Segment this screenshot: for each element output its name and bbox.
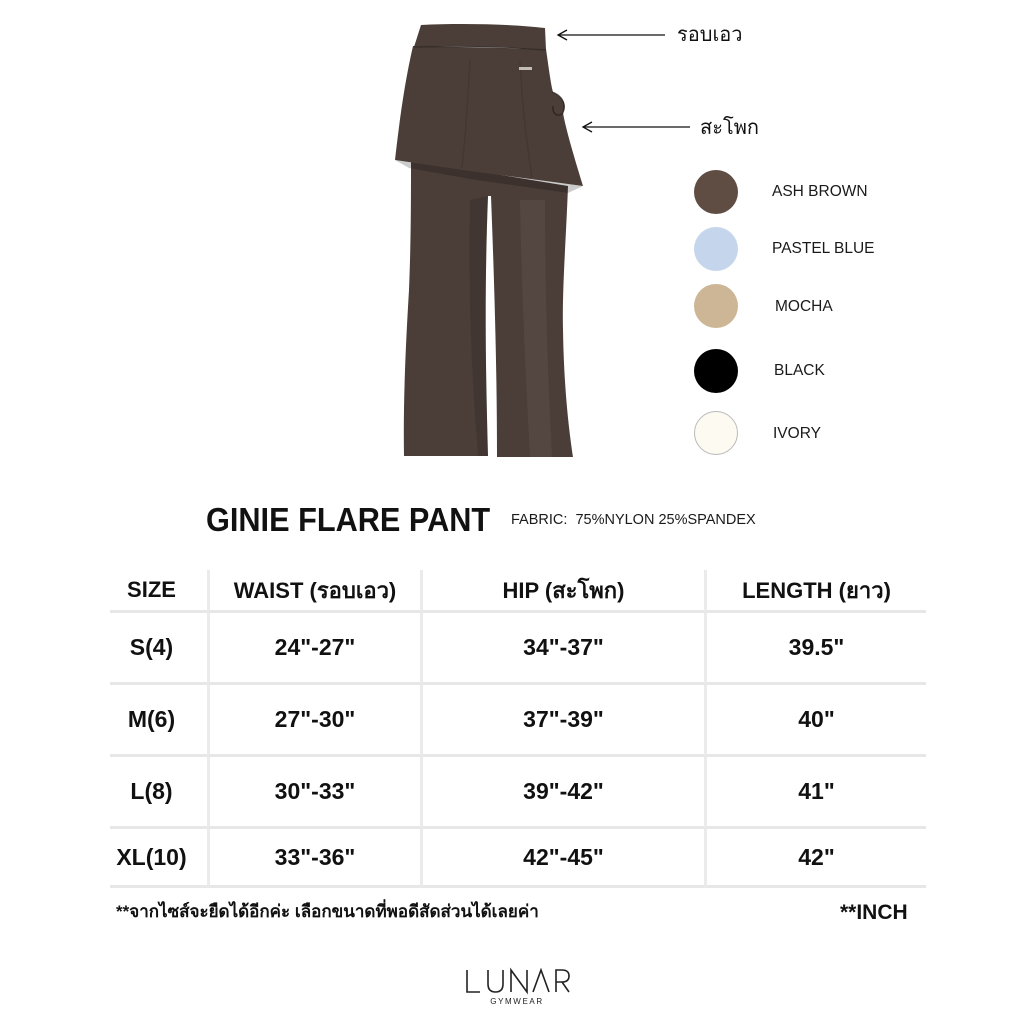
cell-waist: 33"-36" — [207, 829, 420, 888]
color-name-black: BLACK — [774, 362, 825, 379]
cell-waist: 27"-30" — [207, 685, 420, 757]
table-row — [110, 613, 926, 685]
cell-size: XL(10) — [110, 829, 207, 888]
fabric-info: FABRIC: 75%NYLON 25%SPANDEX — [511, 512, 756, 528]
waistband-logo-tag — [519, 67, 532, 70]
lunar-logo — [455, 960, 585, 996]
color-swatch-black — [694, 349, 738, 393]
color-name-ash-brown: ASH BROWN — [772, 183, 868, 200]
color-swatch-ivory — [694, 411, 738, 455]
color-swatch-pastel-blue — [694, 227, 738, 271]
table-row — [110, 829, 926, 888]
color-name-ivory: IVORY — [773, 425, 821, 442]
product-illustration — [0, 0, 1024, 470]
header-waist: WAIST (รอบเอว) — [207, 570, 420, 613]
table-row — [110, 757, 926, 829]
color-name-mocha: MOCHA — [775, 298, 833, 315]
product-title: GINIE FLARE PANT — [206, 501, 491, 538]
brand-tagline: GYMWEAR — [490, 997, 544, 1006]
cell-hip: 39"-42" — [420, 757, 704, 829]
cell-waist: 30"-33" — [207, 757, 420, 829]
cell-waist: 24"-27" — [207, 613, 420, 685]
header-hip: HIP (สะโพก) — [420, 570, 704, 613]
cell-hip: 42"-45" — [420, 829, 704, 888]
waist-arrow-icon — [558, 30, 665, 40]
fit-note: **จากไซส์จะยืดได้อีกค่ะ เลือกขนาดที่พอดีสัดส่วนได้เลยค่า — [116, 902, 539, 921]
color-name-pastel-blue: PASTEL BLUE — [772, 240, 875, 257]
flare-skort-pant-illustration — [395, 24, 583, 457]
waist-callout-label: รอบเอว — [677, 24, 743, 46]
cell-length: 39.5" — [704, 613, 926, 685]
header-length: LENGTH (ยาว) — [704, 570, 926, 613]
cell-hip: 37"-39" — [420, 685, 704, 757]
cell-size: S(4) — [110, 613, 207, 685]
color-swatch-mocha — [694, 284, 738, 328]
hip-arrow-icon — [583, 122, 690, 132]
header-size: SIZE — [110, 570, 207, 613]
cell-size: L(8) — [110, 757, 207, 829]
hip-callout-label: สะโพก — [700, 117, 759, 139]
size-table — [110, 570, 926, 888]
color-swatch-ash-brown — [694, 170, 738, 214]
table-header-row — [110, 570, 926, 613]
table-row — [110, 685, 926, 757]
cell-length: 42" — [704, 829, 926, 888]
unit-label: **INCH — [840, 901, 908, 924]
cell-length: 40" — [704, 685, 926, 757]
cell-size: M(6) — [110, 685, 207, 757]
cell-length: 41" — [704, 757, 926, 829]
cell-hip: 34"-37" — [420, 613, 704, 685]
